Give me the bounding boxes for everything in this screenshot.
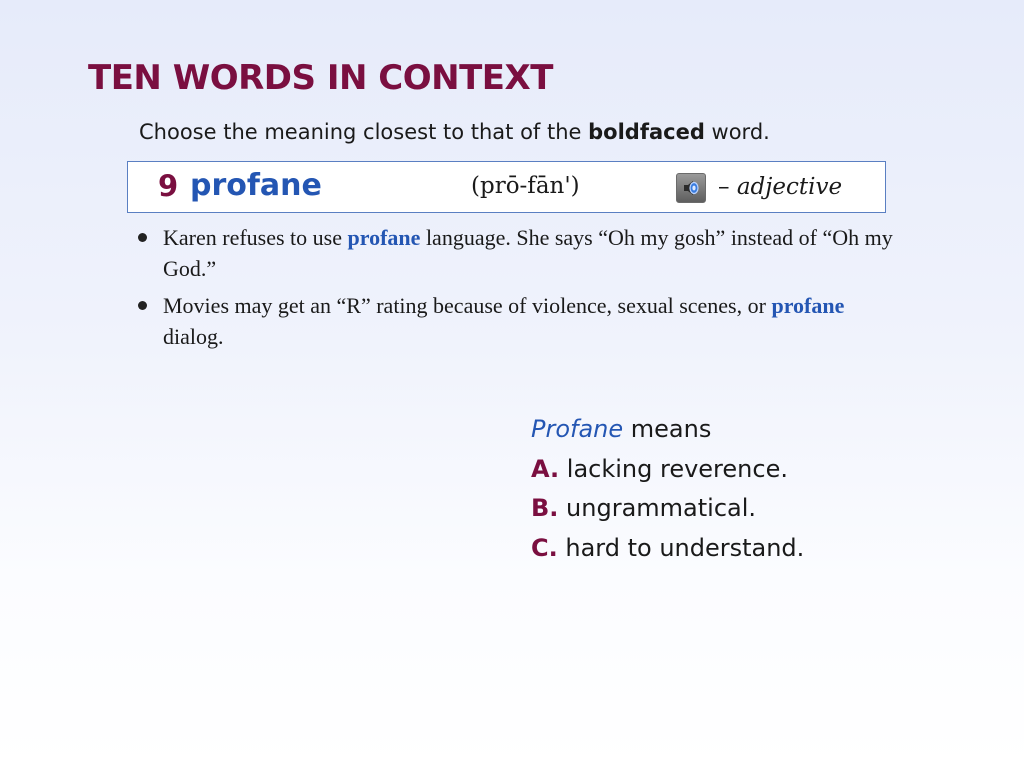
instruction-after: word. <box>704 120 770 144</box>
option-b-text: ungrammatical. <box>558 494 757 522</box>
option-a-text: lacking reverence. <box>559 454 788 483</box>
sentence-2-after: dialog. <box>163 324 224 349</box>
speaker-icon[interactable] <box>676 173 706 203</box>
option-a[interactable] <box>531 450 804 490</box>
question-block <box>531 410 804 568</box>
sentence-2-highlight: profane <box>771 293 845 318</box>
slide-title: TEN WORDS IN CONTEXT <box>88 58 553 98</box>
part-of-speech <box>718 174 842 200</box>
sentence-2-before: Movies may get an “R” rating because of violence, sexual scenes, or <box>163 293 772 318</box>
sentence-1-after: language. She says “Oh my gosh” instead of “Oh my God.” <box>163 225 893 281</box>
question-word: Profane <box>531 415 624 443</box>
option-a-letter: A. <box>531 454 560 483</box>
option-c-letter: C. <box>531 533 558 562</box>
example-sentence-1 <box>138 222 898 284</box>
pos-label: adjective <box>736 174 843 200</box>
sentence-1-before: Karen refuses to use <box>163 225 348 250</box>
instruction-before: Choose the meaning closest to that of the <box>139 120 589 144</box>
word-card <box>127 161 886 213</box>
option-b-letter: B. <box>531 494 559 522</box>
question-stem <box>531 410 804 450</box>
word-headword: profane <box>190 168 322 203</box>
pos-dash: – <box>718 174 737 200</box>
option-b[interactable] <box>531 489 804 529</box>
sentence-1-highlight: profane <box>347 225 421 250</box>
bullet-dot <box>138 233 147 242</box>
question-stem-text: means <box>623 415 712 443</box>
option-c-text: hard to understand. <box>557 533 805 562</box>
word-number: 9 <box>158 169 179 203</box>
speaker-glyph <box>677 174 705 202</box>
instruction-text <box>139 116 770 148</box>
example-sentences <box>138 222 898 358</box>
example-sentence-2 <box>138 290 898 352</box>
pronunciation: (prō-fān') <box>471 173 580 199</box>
bullet-dot <box>138 301 147 310</box>
option-c[interactable] <box>531 529 804 569</box>
instruction-bold: boldfaced <box>588 120 705 144</box>
